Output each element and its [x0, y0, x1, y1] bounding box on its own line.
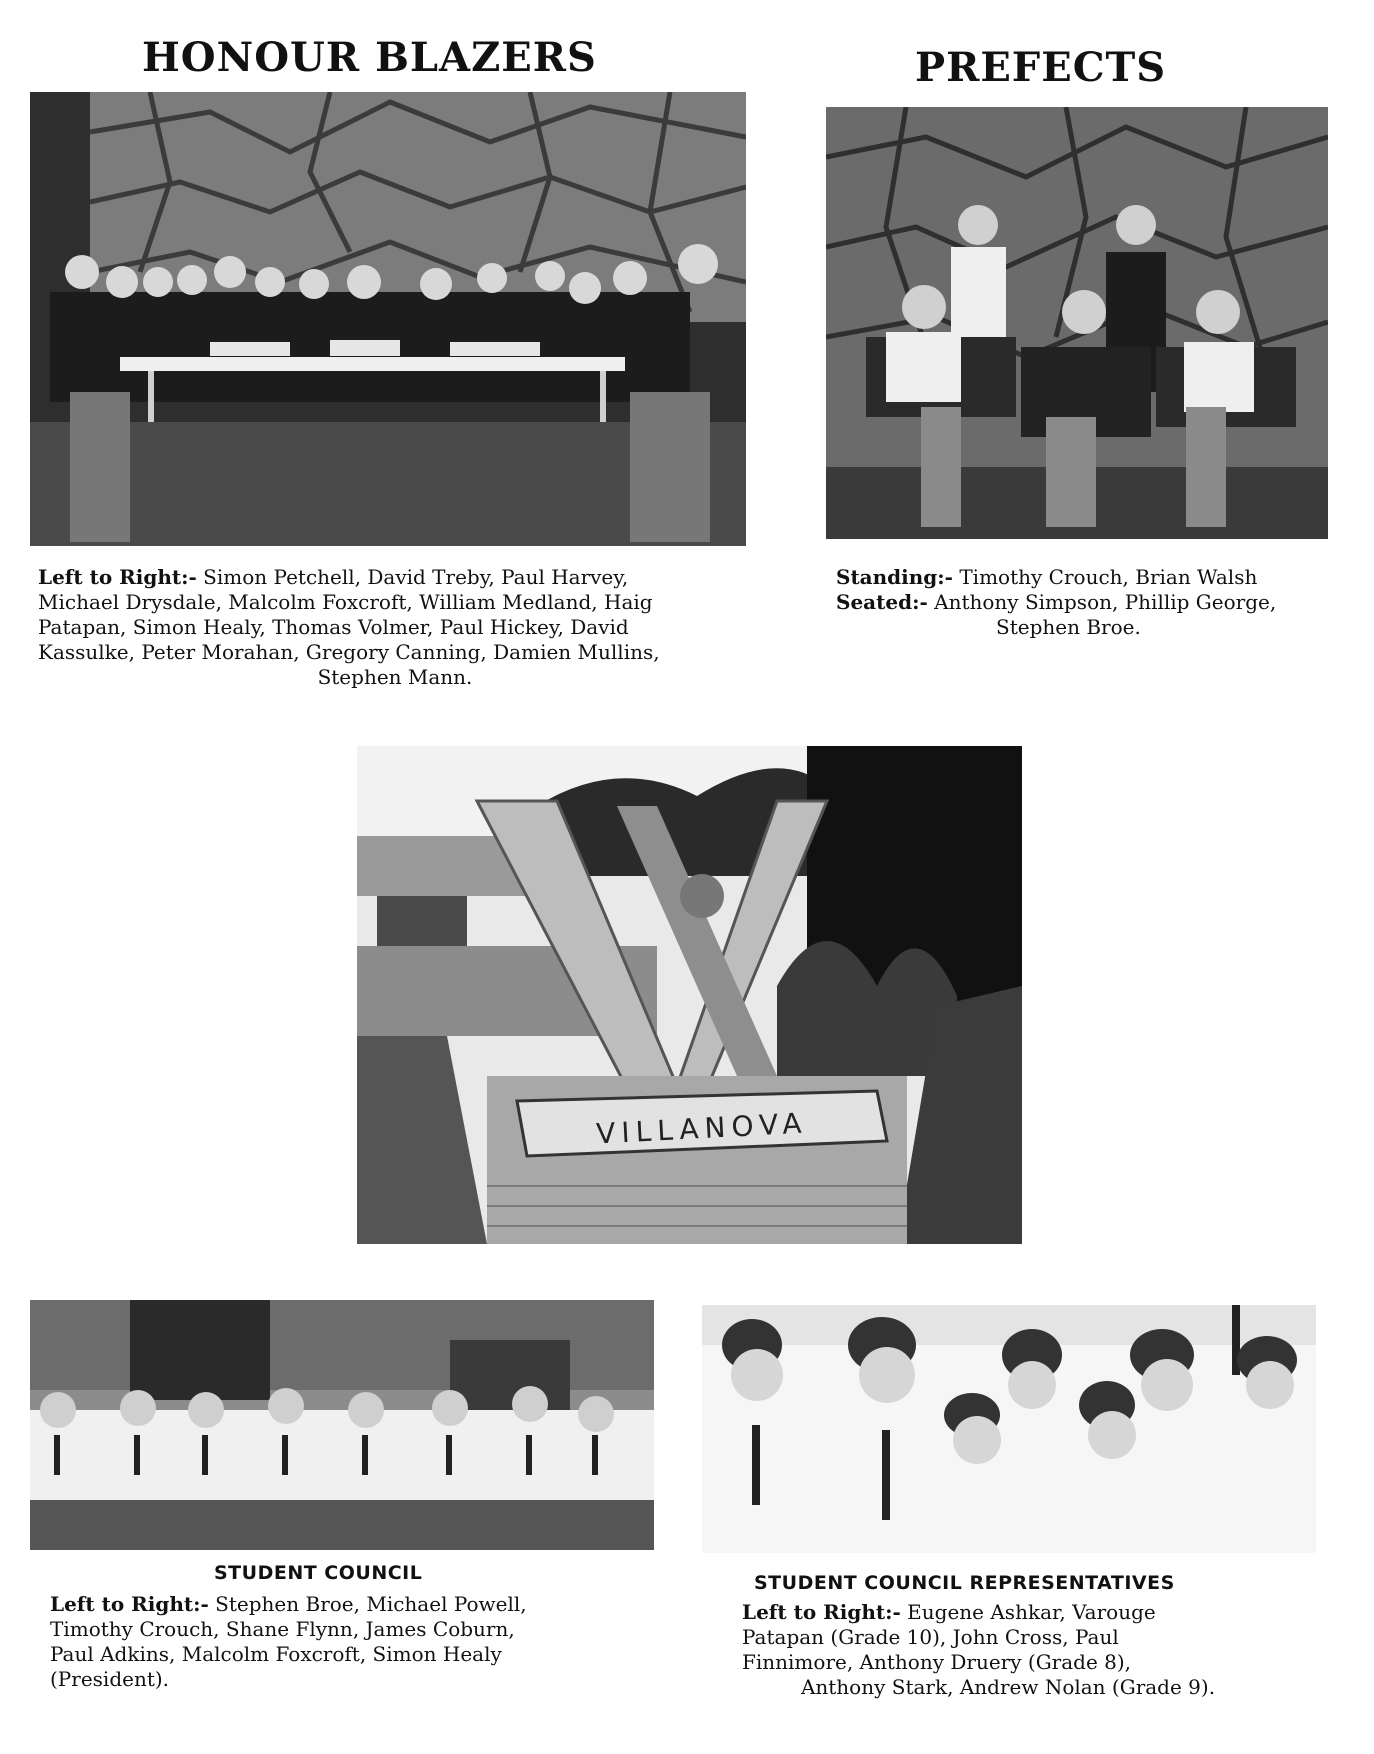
prefects-caption — [836, 565, 1336, 640]
caption-line: Michael Drysdale, Malcolm Foxcroft, William Medland, Haig — [38, 590, 653, 614]
caption-line: (President). — [50, 1667, 170, 1691]
caption-line: Eugene Ashkar, Varouge — [907, 1600, 1156, 1624]
prefects-seated-names-line2: Stephen Broe. — [996, 615, 1141, 639]
student-council-reps-title: STUDENT COUNCIL REPRESENTATIVES — [754, 1572, 1175, 1594]
caption-line: Anthony Stark, Andrew Nolan (Grade 9). — [800, 1675, 1216, 1699]
villanova-crest-photo-art — [357, 746, 1022, 1244]
caption-line: Finnimore, Anthony Druery (Grade 8), — [742, 1650, 1132, 1674]
student-council-reps-photo-art — [702, 1305, 1316, 1553]
honour-blazers-title: HONOUR BLAZERS — [142, 34, 597, 81]
student-council-reps-caption-lead: Left to Right:- — [742, 1600, 901, 1624]
student-council-photo-art — [30, 1300, 654, 1550]
honour-blazers-caption-lead: Left to Right:- — [38, 565, 197, 589]
caption-line: Kassulke, Peter Morahan, Gregory Canning, Damien Mullins, — [38, 640, 660, 664]
prefects-photo-art — [826, 107, 1328, 539]
caption-line: Patapan (Grade 10), John Cross, Paul — [742, 1625, 1119, 1649]
student-council-caption — [50, 1592, 582, 1692]
honour-blazers-photo-art — [30, 92, 746, 546]
caption-line: Patapan, Simon Healy, Thomas Volmer, Paul Hickey, David — [38, 615, 629, 639]
prefects-seated-names: Anthony Simpson, Phillip George, — [934, 590, 1277, 614]
student-council-caption-lead: Left to Right:- — [50, 1592, 209, 1616]
caption-line: Paul Adkins, Malcolm Foxcroft, Simon Healy — [50, 1642, 502, 1666]
prefects-photo — [826, 107, 1328, 539]
prefects-title: PREFECTS — [915, 44, 1167, 91]
caption-line: Stephen Broe, Michael Powell, — [215, 1592, 527, 1616]
prefects-standing-lead: Standing:- — [836, 565, 953, 589]
honour-blazers-photo — [30, 92, 746, 546]
villanova-sign-text: VILLANOVA — [595, 1106, 809, 1151]
villanova-crest-photo — [357, 746, 1022, 1244]
student-council-title: STUDENT COUNCIL — [214, 1562, 423, 1584]
caption-line: Simon Petchell, David Treby, Paul Harvey, — [203, 565, 629, 589]
caption-line: Stephen Mann. — [317, 665, 473, 689]
honour-blazers-caption — [38, 565, 752, 690]
prefects-seated-lead: Seated:- — [836, 590, 928, 614]
prefects-standing-names: Timothy Crouch, Brian Walsh — [959, 565, 1258, 589]
caption-line: Timothy Crouch, Shane Flynn, James Coburn, — [50, 1617, 515, 1641]
student-council-photo — [30, 1300, 654, 1550]
student-council-reps-photo — [702, 1305, 1316, 1553]
student-council-reps-caption — [742, 1600, 1274, 1700]
